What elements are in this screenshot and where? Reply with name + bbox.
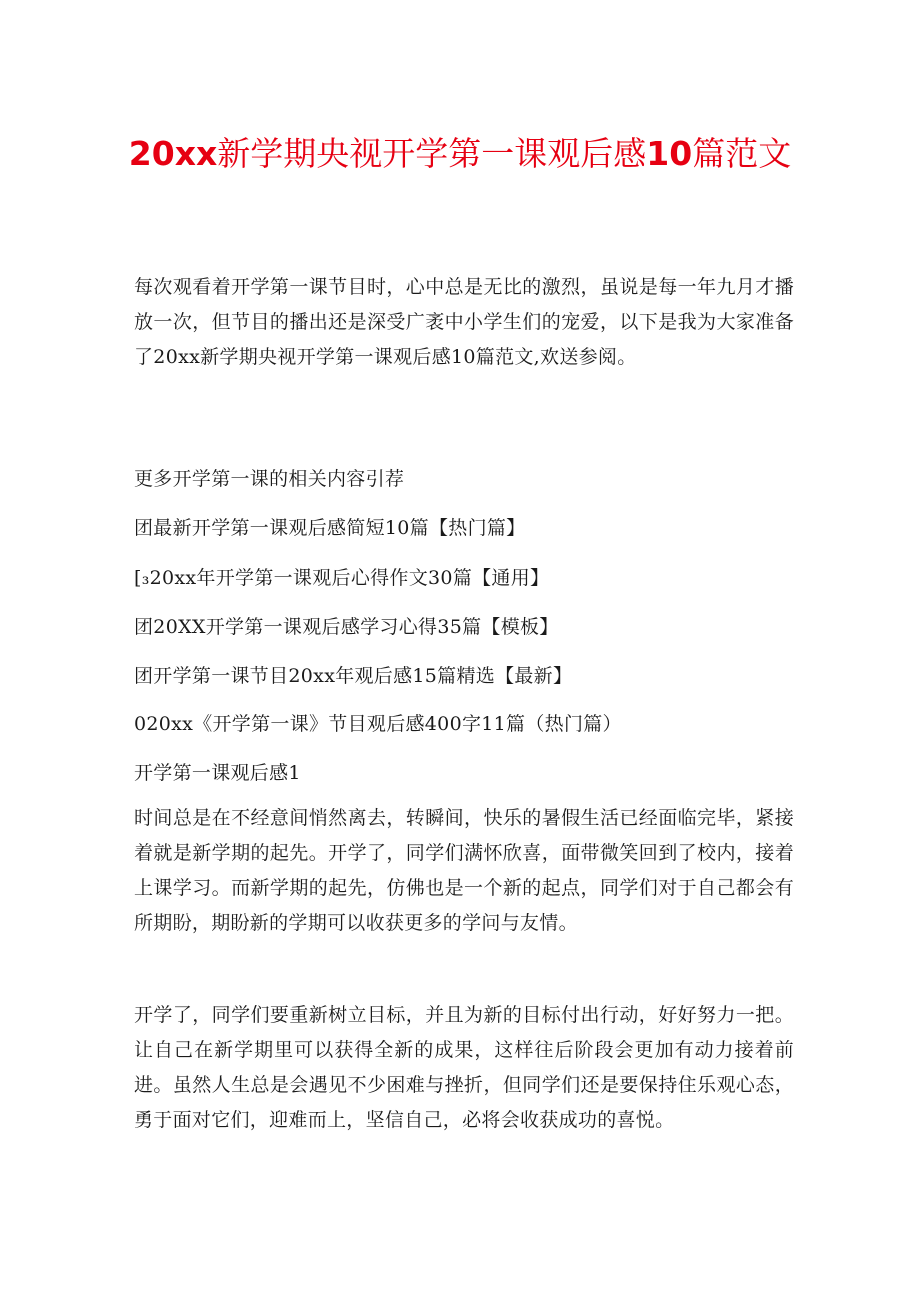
intro-paragraph: 每次观看着开学第一课节目时，心中总是无比的激烈，虽说是每一年九月才播放一次，但节目的播出还是深受广袤中小学生们的宠爱，以下是我为大家准备了20xx新学期央视开学第一课观后感10篇范文,欢送参阅。 bbox=[134, 276, 794, 368]
related-link-2[interactable]: [₃20xx年开学第一课观后心得作文30篇【通用】 bbox=[134, 567, 550, 589]
related-link-3[interactable]: 团20XX开学第一课观后感学习心得35篇【模板】 bbox=[134, 616, 559, 638]
body-paragraph-2: 开学了，同学们要重新树立目标，并且为新的目标付出行动，好好努力一把。让自己在新学期里可以获得全新的成果，这样往后阶段会更加有动力接着前进。虽然人生总是会遇见不少困难与挫折，但同学们还是要保持住乐观心态，勇于面对它们，迎难而上，坚信自己，必将会收获成功的喜悦。 bbox=[134, 1004, 794, 1131]
body-paragraph-1: 时间总是在不经意间悄然离去，转瞬间，快乐的暑假生活已经面临完毕，紧接着就是新学期的起先。开学了，同学们满怀欣喜，面带微笑回到了校内，接着上课学习。而新学期的起先，仿佛也是一个新的起点，同学们对于自己都会有所期盼，期盼新的学期可以收获更多的学问与友情。 bbox=[134, 807, 794, 934]
related-heading: 更多开学第一课的相关内容引荐 bbox=[134, 468, 405, 490]
related-link-5[interactable]: 020xx《开学第一课》节目观后感400字11篇（热门篇） bbox=[134, 713, 622, 735]
related-link-4[interactable]: 团开学第一课节目20xx年观后感15篇精选【最新】 bbox=[134, 665, 573, 687]
title-suffix: 篇范文 bbox=[692, 134, 792, 173]
title-prefix: 20xx bbox=[128, 134, 218, 173]
section-heading: 开学第一课观后感1 bbox=[134, 762, 301, 784]
title-middle: 新学期央视开学第一课观后感 bbox=[217, 134, 647, 173]
page-title bbox=[120, 126, 800, 182]
title-number: 10 bbox=[646, 134, 693, 173]
related-link-1[interactable]: 团最新开学第一课观后感简短10篇【热门篇】 bbox=[134, 517, 526, 539]
